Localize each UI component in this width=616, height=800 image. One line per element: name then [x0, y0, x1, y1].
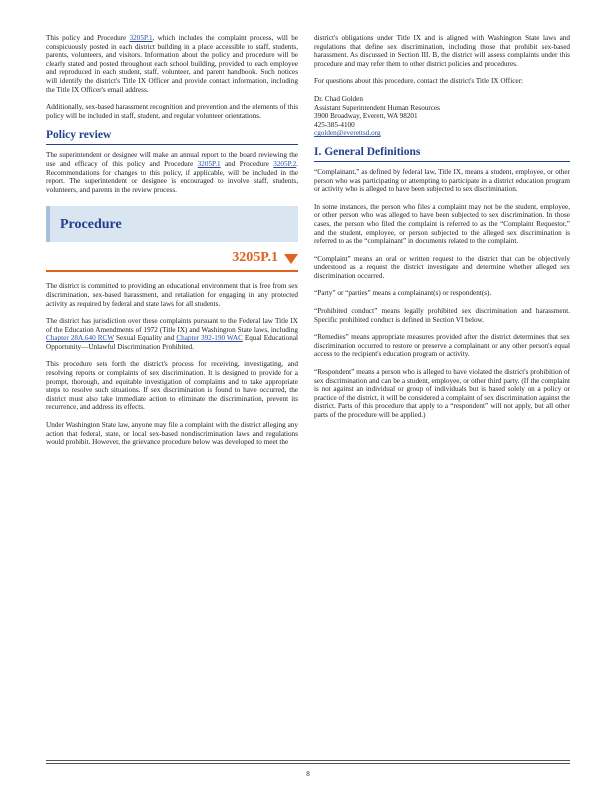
definition-complainant: “Complainant,” as defined by federal law, Title IX, means a student, employee, or other person who was participating or attempting to participate in a district education program or activity who is alleged to have been subjected to sex discrimination. [314, 167, 570, 194]
contact-phone: 425-385-4100 [314, 120, 355, 129]
footer-rule [46, 760, 570, 761]
triangle-down-icon [284, 254, 298, 264]
procedure-code-row [46, 250, 298, 266]
procedure-3205p1-link-2[interactable]: 3205P.1 [197, 159, 221, 168]
policy-review-paragraph: The superintendent or designee will make an annual report to the board reviewing the use and efficacy of this policy and Procedure 3205P.1 and Procedure 3205P.2. Recommendations for changes to this policy, if applicable, will be included in the report. The superintendent or designee is encouraged to involve staff, students, volunteers, and parents in the review process. [46, 151, 298, 194]
right-column [314, 34, 570, 429]
footer-rule-2 [46, 763, 570, 764]
general-definitions-heading: I. General Definitions [314, 146, 570, 162]
procedure-3205p1-link[interactable]: 3205P.1 [129, 34, 153, 42]
rcw-28a640-link[interactable]: Chapter 28A.640 RCW [46, 334, 114, 343]
commitment-paragraph: The district is committed to providing an educational environment that is free from sex discrimination, sex-based harassment, and retaliation for engaging in any protected activity as required by federal and state laws for all students. [46, 282, 298, 308]
definition-complaint: “Complaint” means an oral or written request to the district that can be objectively understood as a request the district investigate and determine whether alleged sex discrimination occurred. [314, 254, 570, 280]
definition-remedies: “Remedies” means appropriate measures provided after the district determines that sex discrimination occurred to restore or preserve a complainant or any other person's equal access to the recipient's education program or activity. [314, 333, 570, 359]
procedure-code-rule [46, 270, 298, 272]
definition-complaint-requestor: In some instances, the person who files a complaint may not be the student, employee, or other person who was alleged to have been subjected to sex discrimination. In those cases, the person who filed the complaint is referred to as the “Complaint Requestor,” and the student, employee, or person subjected to the alleged sex discrimination is referred to as the “complainant” in documents related to the complaint. [314, 202, 570, 246]
procedure-code: 3205P.1 [232, 250, 278, 266]
procedure-banner [46, 206, 298, 242]
definition-prohibited-conduct: “Prohibited conduct” means legally prohibited sex discrimination and harassment. Specific prohibited conduct is defined in Section VI below. [314, 307, 570, 324]
procedure-3205p2-link[interactable]: 3205P.2 [273, 159, 297, 168]
questions-paragraph: For questions about this procedure, contact the district's Title IX Officer: [314, 77, 523, 86]
procedure-heading: Procedure [60, 217, 122, 233]
posting-paragraph: This policy and Procedure 3205P.1, which includes the complaint process, will be conspicuously posted in each district building in a place accessible to staff, students, parents, volunteers, and visitors. Information about the policy and procedure will be clearly stated and posted throughout each school building, provided to each employee and reproduced in each student, staff, volunteer, and parent handbook. Such notices will identify the district's Title IX Officer and provide contact information, including the Title IX Officer's email address. [46, 34, 298, 94]
obligations-paragraph: district's obligations under Title IX and is aligned with Washington State laws and regulations that define sex discrimination, including those that prohibit sex-based harassment. As discussed in Section III. B, the district will assess complaints under this procedure and may refer them to other district policies and procedures. [314, 34, 570, 68]
left-column [46, 34, 298, 456]
page-footer [46, 760, 570, 778]
state-law-paragraph: Under Washington State law, anyone may file a complaint with the district alleging any action that federal, state, or local sex-based nondiscrimination laws and regulations would prohibit. However, the grievance procedure below was developed to meet the [46, 421, 298, 447]
definition-party: “Party” or “parties” means a complainant(s) or respondent(s). [314, 289, 492, 298]
wac-392-190-link[interactable]: Chapter 392-190 WAC [176, 334, 243, 343]
policy-review-heading: Policy review [46, 129, 298, 145]
jurisdiction-paragraph: The district has jurisdiction over these complaints pursuant to the Federal law Title IX of the Education Amendments of 1972 (Title IX) and Washington State laws, including Chapter 28A.640 RCW Sexual Equality and Chapter 392-190 WAC Equal Educational Opportunity—Unlawful Discrimination Prohibited. [46, 317, 299, 351]
contact-address: 3900 Broadway, Everett, WA 98201 [314, 112, 418, 121]
definition-respondent: “Respondent” means a person who is alleged to have violated the district's prohibition of sex discrimination and can be a student, employee, or other third party. (If the complaint is not against an individual or group of individuals but is based solely on a policy or practice of the district, it will be considered a complaint of sex discrimination against the district. Parts of this procedure that apply to a “respondent” will not apply, but all other parts of the procedure will be applied.) [314, 368, 570, 419]
orientation-paragraph: Additionally, sex-based harassment recognition and prevention and the elements of this policy will be included in staff, student, and regular volunteer orientations. [46, 103, 298, 120]
contact-block [314, 95, 570, 138]
process-paragraph: This procedure sets forth the district's process for receiving, investigating, and resolving reports or complaints of sex discrimination. It is designed to provide for a prompt, thorough, and equitable investigation of complaints and to take appropriate steps to resolve such situations. If sex discrimination is found to have occurred, the district must also take immediate action to eliminate the discrimination, prevent its recurrence, and address its effects. [46, 360, 298, 412]
contact-title: Assistant Superintendent Human Resources [314, 103, 440, 112]
page-number: 8 [306, 770, 310, 778]
contact-name: Dr. Chad Golden [314, 94, 363, 103]
contact-email-link[interactable]: cgolden@everettsd.org [314, 129, 381, 138]
